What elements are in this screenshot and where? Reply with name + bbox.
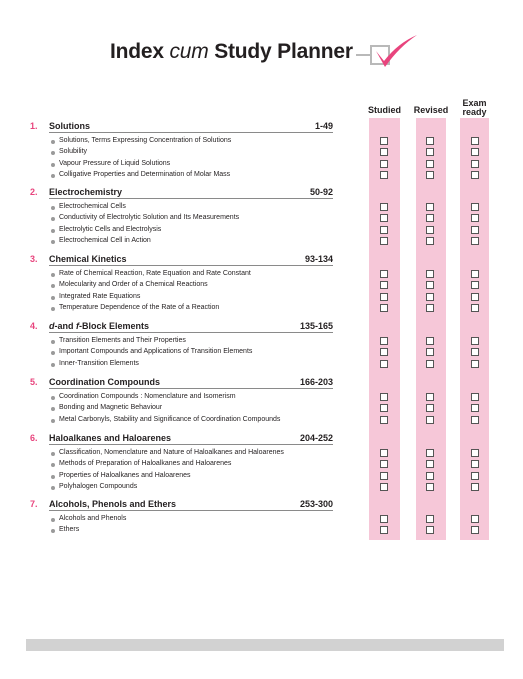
topic-label: Transition Elements and Their Properties xyxy=(59,337,186,344)
bullet-icon xyxy=(51,206,55,210)
bullet-icon xyxy=(51,163,55,167)
column-header-1: Studied xyxy=(368,105,401,115)
chapter-underline xyxy=(49,198,333,199)
exam-ready-checkbox[interactable] xyxy=(471,281,479,289)
revised-checkbox[interactable] xyxy=(426,483,434,491)
studied-checkbox[interactable] xyxy=(380,360,388,368)
revised-checkbox[interactable] xyxy=(426,460,434,468)
studied-checkbox[interactable] xyxy=(380,483,388,491)
chapter-pages: 1-49 xyxy=(314,121,333,131)
bullet-icon xyxy=(51,229,55,233)
bullet-icon xyxy=(51,419,55,423)
exam-ready-checkbox[interactable] xyxy=(471,483,479,491)
revised-checkbox[interactable] xyxy=(426,281,434,289)
bullet-icon xyxy=(51,452,55,456)
chapter-pages: 166-203 xyxy=(299,377,333,387)
bullet-icon xyxy=(51,396,55,400)
topic-label: Important Compounds and Applications of Transition Elements xyxy=(59,348,253,356)
topic-row xyxy=(0,448,523,459)
bullet-icon xyxy=(51,307,55,311)
studied-checkbox[interactable] xyxy=(380,160,388,168)
topic-label: Inner-Transition Elements xyxy=(59,359,139,367)
bullet-icon xyxy=(51,273,55,277)
studied-checkbox[interactable] xyxy=(380,214,388,222)
topic-row xyxy=(0,280,523,291)
studied-checkbox[interactable] xyxy=(380,237,388,245)
bullet-icon xyxy=(51,340,55,344)
page-header xyxy=(0,38,523,74)
bullet-icon xyxy=(51,351,55,355)
topic-label: Ethers xyxy=(59,526,80,534)
chapter-number: 7. xyxy=(30,499,38,509)
topic-row xyxy=(0,147,523,158)
studied-checkbox[interactable] xyxy=(380,416,388,424)
chapter-pages: 135-165 xyxy=(299,321,333,331)
bullet-icon xyxy=(51,475,55,479)
chapter-pages: 93-134 xyxy=(304,254,333,264)
topic-row xyxy=(0,225,523,236)
chapter-pages: 204-252 xyxy=(299,433,333,443)
exam-ready-checkbox[interactable] xyxy=(471,237,479,245)
exam-ready-checkbox[interactable] xyxy=(471,526,479,534)
revised-checkbox[interactable] xyxy=(426,137,434,145)
title-dash xyxy=(356,54,370,56)
bullet-icon xyxy=(51,140,55,144)
topic-label: Electrolytic Cells and Electrolysis xyxy=(59,225,162,233)
studied-checkbox[interactable] xyxy=(380,270,388,278)
exam-ready-checkbox[interactable] xyxy=(471,293,479,301)
exam-ready-checkbox[interactable] xyxy=(471,337,479,345)
studied-checkbox[interactable] xyxy=(380,203,388,211)
topic-row xyxy=(0,159,523,170)
topic-label: Colligative Properties and Determination of Molar Mass xyxy=(59,170,231,178)
chapter-title: Electrochemistry xyxy=(49,187,123,197)
topic-row xyxy=(0,392,523,403)
revised-checkbox[interactable] xyxy=(426,337,434,345)
chapter-title: Solutions xyxy=(49,121,90,131)
revised-checkbox[interactable] xyxy=(426,393,434,401)
bullet-icon xyxy=(51,217,55,221)
topic-row xyxy=(0,482,523,493)
topic-row xyxy=(0,471,523,482)
topic-row xyxy=(0,213,523,224)
topic-label: Classification, Nomenclature and Nature of Haloalkanes and Haloarenes xyxy=(59,449,284,456)
topic-row xyxy=(0,525,523,536)
revised-checkbox[interactable] xyxy=(426,171,434,179)
revised-checkbox[interactable] xyxy=(426,214,434,222)
topic-label: Coordination Compounds : Nomenclature and Isomerism xyxy=(59,393,236,400)
topic-label: Electrochemical Cell in Action xyxy=(59,236,151,244)
topic-label: Solutions, Terms Expressing Concentration of Solutions xyxy=(59,137,232,144)
topic-label: Rate of Chemical Reaction, Rate Equation and Rate Constant xyxy=(59,270,251,277)
topic-label: Metal Carbonyls, Stability and Significance of Coordination Compounds xyxy=(59,415,281,423)
chapter-underline xyxy=(49,510,333,511)
bullet-icon xyxy=(51,407,55,411)
revised-checkbox[interactable] xyxy=(426,160,434,168)
exam-ready-checkbox[interactable] xyxy=(471,160,479,168)
studied-checkbox[interactable] xyxy=(380,526,388,534)
topic-label: Methods of Preparation of Haloalkanes and Haloarenes xyxy=(59,460,232,468)
exam-ready-checkbox[interactable] xyxy=(471,203,479,211)
topic-row xyxy=(0,336,523,347)
topic-label: Properties of Haloalkanes and Haloarenes xyxy=(59,471,191,479)
revised-checkbox[interactable] xyxy=(426,304,434,312)
studied-checkbox[interactable] xyxy=(380,281,388,289)
chapter-number: 3. xyxy=(30,254,38,264)
topic-label: Molecularity and Order of a Chemical Reactions xyxy=(59,281,208,289)
bullet-icon xyxy=(51,151,55,155)
revised-checkbox[interactable] xyxy=(426,416,434,424)
chapter-underline xyxy=(49,132,333,133)
revised-checkbox[interactable] xyxy=(426,526,434,534)
chapter-number: 5. xyxy=(30,377,38,387)
topic-row xyxy=(0,403,523,414)
exam-ready-checkbox[interactable] xyxy=(471,348,479,356)
studied-checkbox[interactable] xyxy=(380,226,388,234)
studied-checkbox[interactable] xyxy=(380,304,388,312)
studied-checkbox[interactable] xyxy=(380,515,388,523)
chapter-underline xyxy=(49,388,333,389)
studied-checkbox[interactable] xyxy=(380,393,388,401)
exam-ready-checkbox[interactable] xyxy=(471,214,479,222)
topic-row xyxy=(0,459,523,470)
topic-row xyxy=(0,236,523,247)
topic-label: Temperature Dependence of the Rate of a Reaction xyxy=(59,303,220,311)
chapter-title: Haloalkanes and Haloarenes xyxy=(49,433,172,443)
bullet-icon xyxy=(51,363,55,367)
exam-ready-checkbox[interactable] xyxy=(471,449,479,457)
revised-checkbox[interactable] xyxy=(426,226,434,234)
revised-checkbox[interactable] xyxy=(426,515,434,523)
bullet-icon xyxy=(51,240,55,244)
studied-checkbox[interactable] xyxy=(380,137,388,145)
revised-checkbox[interactable] xyxy=(426,348,434,356)
checkmark-icon xyxy=(372,34,420,68)
exam-ready-checkbox[interactable] xyxy=(471,304,479,312)
revised-checkbox[interactable] xyxy=(426,203,434,211)
chapter-number: 2. xyxy=(30,187,38,197)
revised-checkbox[interactable] xyxy=(426,360,434,368)
topic-row xyxy=(0,170,523,181)
topic-label: Polyhalogen Compounds xyxy=(59,482,138,490)
topic-row xyxy=(0,359,523,370)
exam-ready-checkbox[interactable] xyxy=(471,460,479,468)
bullet-icon xyxy=(51,463,55,467)
topic-row xyxy=(0,269,523,280)
revised-checkbox[interactable] xyxy=(426,472,434,480)
chapter-title: d-and f-Block Elements xyxy=(49,321,150,331)
studied-checkbox[interactable] xyxy=(380,460,388,468)
revised-checkbox[interactable] xyxy=(426,237,434,245)
exam-ready-checkbox[interactable] xyxy=(471,171,479,179)
topic-row xyxy=(0,415,523,426)
studied-checkbox[interactable] xyxy=(380,171,388,179)
bullet-icon xyxy=(51,486,55,490)
revised-checkbox[interactable] xyxy=(426,404,434,412)
exam-ready-checkbox[interactable] xyxy=(471,226,479,234)
studied-checkbox[interactable] xyxy=(380,337,388,345)
studied-checkbox[interactable] xyxy=(380,293,388,301)
topic-row xyxy=(0,202,523,213)
revised-checkbox[interactable] xyxy=(426,449,434,457)
chapter-number: 4. xyxy=(30,321,38,331)
studied-checkbox[interactable] xyxy=(380,148,388,156)
topic-label: Vapour Pressure of Liquid Solutions xyxy=(59,159,171,167)
chapter-underline xyxy=(49,332,333,333)
exam-ready-checkbox[interactable] xyxy=(471,148,479,156)
exam-ready-checkbox[interactable] xyxy=(471,393,479,401)
exam-ready-checkbox[interactable] xyxy=(471,137,479,145)
bullet-icon xyxy=(51,284,55,288)
topic-row xyxy=(0,514,523,525)
studied-checkbox[interactable] xyxy=(380,472,388,480)
topic-row xyxy=(0,292,523,303)
chapter-title: Chemical Kinetics xyxy=(49,254,127,264)
studied-checkbox[interactable] xyxy=(380,404,388,412)
topic-row xyxy=(0,347,523,358)
topic-label: Bonding and Magnetic Behaviour xyxy=(59,404,163,412)
exam-ready-checkbox[interactable] xyxy=(471,360,479,368)
topic-label: Solubility xyxy=(59,148,88,156)
exam-ready-checkbox[interactable] xyxy=(471,416,479,424)
chapter-title: Coordination Compounds xyxy=(49,377,160,387)
chapter-number: 1. xyxy=(30,121,38,131)
chapter-number: 6. xyxy=(30,433,38,443)
chapter-underline xyxy=(49,444,333,445)
exam-ready-checkbox[interactable] xyxy=(471,270,479,278)
footer-bar xyxy=(26,639,504,651)
page-title: Index cum Study Planner xyxy=(110,40,353,63)
exam-ready-checkbox[interactable] xyxy=(471,472,479,480)
chapter-pages: 50-92 xyxy=(309,187,333,197)
exam-ready-checkbox[interactable] xyxy=(471,515,479,523)
topic-label: Conductivity of Electrolytic Solution and Its Measurements xyxy=(59,214,240,222)
column-header-2: Revised xyxy=(413,105,449,115)
column-header-3: Exam ready xyxy=(462,98,487,117)
chapter-title: Alcohols, Phenols and Ethers xyxy=(49,499,177,509)
topic-label: Integrated Rate Equations xyxy=(59,292,141,300)
bullet-icon xyxy=(51,174,55,178)
topic-row xyxy=(0,136,523,147)
exam-ready-checkbox[interactable] xyxy=(471,404,479,412)
studied-checkbox[interactable] xyxy=(380,348,388,356)
revised-checkbox[interactable] xyxy=(426,148,434,156)
bullet-icon xyxy=(51,296,55,300)
bullet-icon xyxy=(51,518,55,522)
topic-label: Alcohols and Phenols xyxy=(59,515,127,522)
revised-checkbox[interactable] xyxy=(426,293,434,301)
bullet-icon xyxy=(51,529,55,533)
studied-checkbox[interactable] xyxy=(380,449,388,457)
chapter-pages: 253-300 xyxy=(299,499,333,509)
chapter-underline xyxy=(49,265,333,266)
revised-checkbox[interactable] xyxy=(426,270,434,278)
topic-row xyxy=(0,303,523,314)
topic-label: Electrochemical Cells xyxy=(59,203,126,210)
